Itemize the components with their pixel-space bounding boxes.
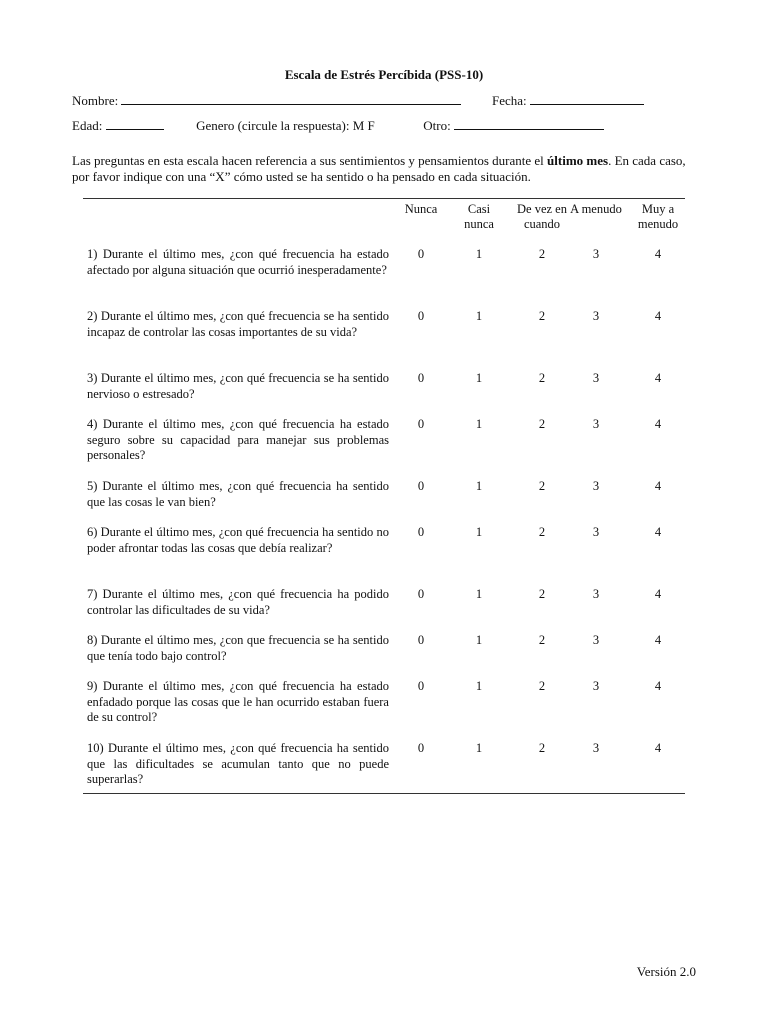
response-option[interactable]: 3 — [592, 479, 600, 493]
column-header: Muy a menudo — [637, 202, 679, 231]
response-option[interactable]: 0 — [417, 371, 425, 385]
column-header: Nunca — [404, 202, 438, 216]
age-gender-row — [72, 117, 604, 134]
response-option[interactable]: 0 — [417, 247, 425, 261]
table-header — [83, 199, 685, 247]
response-option[interactable]: 4 — [654, 679, 662, 693]
nombre-field[interactable] — [121, 92, 461, 105]
response-option[interactable]: 2 — [538, 417, 546, 431]
response-option[interactable]: 2 — [538, 247, 546, 261]
intro-text-1: Las preguntas en esta escala hacen referencia a sus sentimientos y pensamientos durante el — [72, 153, 548, 168]
question-row — [83, 587, 685, 633]
instructions — [72, 153, 694, 185]
response-option[interactable]: 3 — [592, 633, 600, 647]
column-header: A menudo — [570, 202, 622, 216]
question-text: 5) Durante el último mes, ¿con qué frecuencia ha sentido que las cosas le van bien? — [87, 479, 389, 509]
response-option[interactable]: 4 — [654, 309, 662, 323]
edad-field[interactable] — [106, 117, 164, 130]
column-header: Casi nunca — [464, 202, 494, 231]
otro-field[interactable] — [454, 117, 604, 130]
response-option[interactable]: 2 — [538, 525, 546, 539]
question-row — [83, 247, 685, 309]
response-option[interactable]: 4 — [654, 525, 662, 539]
response-option[interactable]: 1 — [475, 679, 483, 693]
response-option[interactable]: 2 — [538, 679, 546, 693]
response-option[interactable]: 2 — [538, 633, 546, 647]
question-text: 6) Durante el último mes, ¿con qué frecuencia ha sentido no poder afrontar todas las cosas que debía realizar? — [87, 525, 389, 555]
response-option[interactable]: 0 — [417, 587, 425, 601]
question-text: 2) Durante el último mes, ¿con qué frecuencia se ha sentido incapaz de controlar las cosas importantes de su vida? — [87, 309, 389, 339]
question-text: 10) Durante el último mes, ¿con qué frecuencia ha sentido que las dificultades se acumulan tanto que no puede superarlas? — [87, 741, 389, 786]
response-option[interactable]: 0 — [417, 417, 425, 431]
response-option[interactable]: 0 — [417, 525, 425, 539]
response-option[interactable]: 1 — [475, 247, 483, 261]
fecha-field[interactable] — [530, 92, 644, 105]
version-label: Versión 2.0 — [636, 964, 696, 979]
response-option[interactable]: 1 — [475, 417, 483, 431]
response-option[interactable]: 2 — [538, 587, 546, 601]
response-option[interactable]: 2 — [538, 371, 546, 385]
response-option[interactable]: 2 — [538, 309, 546, 323]
response-option[interactable]: 0 — [417, 479, 425, 493]
question-text: 3) Durante el último mes, ¿con qué frecuencia se ha sentido nervioso o estresado? — [87, 371, 389, 401]
response-option[interactable]: 2 — [538, 741, 546, 755]
response-option[interactable]: 4 — [654, 247, 662, 261]
response-option[interactable]: 0 — [417, 679, 425, 693]
response-option[interactable]: 3 — [592, 741, 600, 755]
response-option[interactable]: 4 — [654, 587, 662, 601]
question-text: 1) Durante el último mes, ¿con qué frecuencia ha estado afectado por alguna situación que ocurrió inesperadamente? — [87, 247, 389, 277]
response-option[interactable]: 1 — [475, 309, 483, 323]
column-header: De vez en cuando — [517, 202, 567, 231]
question-text: 9) Durante el último mes, ¿con qué frecuencia ha estado enfadado porque las cosas que le han ocurrido estaban fuera de su control? — [87, 679, 389, 724]
nombre-label: Nombre: — [72, 93, 119, 108]
response-option[interactable]: 4 — [654, 417, 662, 431]
response-option[interactable]: 1 — [475, 741, 483, 755]
response-option[interactable]: 3 — [592, 309, 600, 323]
response-option[interactable]: 1 — [475, 371, 483, 385]
question-row — [83, 633, 685, 679]
question-text: 8) Durante el último mes, ¿con que frecuencia se ha sentido que tenía todo bajo control? — [87, 633, 389, 663]
response-option[interactable]: 1 — [475, 633, 483, 647]
scale-table — [83, 198, 685, 794]
response-option[interactable]: 3 — [592, 371, 600, 385]
response-option[interactable]: 4 — [654, 741, 662, 755]
response-option[interactable]: 3 — [592, 247, 600, 261]
response-option[interactable]: 1 — [475, 525, 483, 539]
question-row — [83, 479, 685, 525]
response-option[interactable]: 3 — [592, 679, 600, 693]
question-text: 7) Durante el último mes, ¿con qué frecuencia ha podido controlar las dificultades de su vida? — [87, 587, 389, 617]
response-option[interactable]: 2 — [538, 479, 546, 493]
question-row — [83, 679, 685, 741]
response-option[interactable]: 4 — [654, 633, 662, 647]
response-option[interactable]: 3 — [592, 587, 600, 601]
response-option[interactable]: 0 — [417, 309, 425, 323]
response-option[interactable]: 4 — [654, 371, 662, 385]
intro-bold: último mes — [547, 153, 609, 168]
genero-label: Genero (circule la respuesta): M F — [196, 118, 375, 133]
response-option[interactable]: 3 — [592, 525, 600, 539]
name-date-row — [72, 92, 644, 109]
question-text: 4) Durante el último mes, ¿con qué frecuencia ha estado seguro sobre su capacidad para manejar sus problemas personales? — [87, 417, 389, 462]
response-option[interactable]: 1 — [475, 479, 483, 493]
question-row — [83, 371, 685, 417]
edad-label: Edad: — [72, 118, 103, 133]
question-list — [83, 247, 685, 791]
intro-text-2: . En cada caso, por favor indique con una “X” cómo usted se ha sentido o ha pensado en cada situación. — [72, 153, 686, 184]
response-option[interactable]: 3 — [592, 417, 600, 431]
response-option[interactable]: 4 — [654, 479, 662, 493]
question-row — [83, 741, 685, 791]
response-option[interactable]: 0 — [417, 741, 425, 755]
response-option[interactable]: 0 — [417, 633, 425, 647]
question-row — [83, 417, 685, 479]
fecha-label: Fecha: — [491, 93, 527, 108]
otro-label: Otro: — [423, 118, 451, 133]
question-row — [83, 525, 685, 587]
question-row — [83, 309, 685, 371]
response-option[interactable]: 1 — [475, 587, 483, 601]
page-title: Escala de Estrés Percíbida (PSS-10) — [284, 67, 484, 82]
